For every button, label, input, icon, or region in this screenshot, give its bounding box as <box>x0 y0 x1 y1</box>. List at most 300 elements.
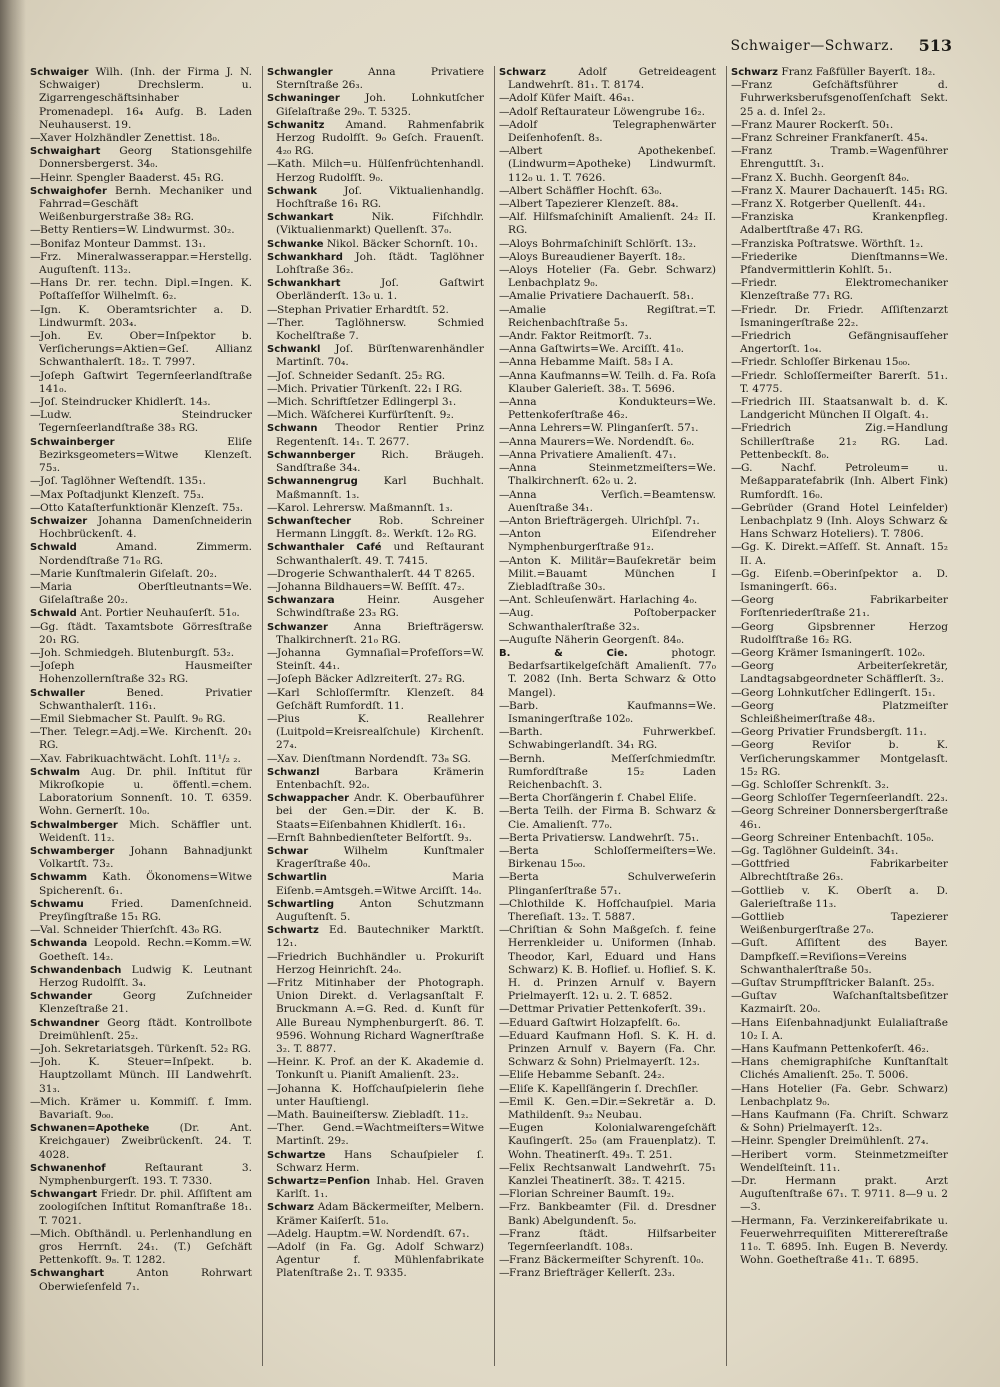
directory-entry <box>499 924 716 1003</box>
entry-text: Maria Oberſtleutnants=We. Giſelaſtraße 20₂. <box>39 580 252 607</box>
entry-text: Friedrich Zig.=Handlung Schillerſtraße 21₂ RG. Lad. Pettenbeckſt. 8₀. <box>740 422 948 461</box>
ditto-dash: — <box>267 1241 278 1254</box>
entry-text: Ant. Portier Neuhauſerſt. 51₀. <box>80 607 240 620</box>
entry-text: Ernſt Bahnbedienſteter Belfortſt. 9₃. <box>277 831 472 844</box>
ditto-dash: — <box>267 316 278 329</box>
entry-text: Otto Kataſterfunktionär Klenzeſt. 75₃. <box>40 501 244 514</box>
entry-text: Adelg. Hauptm.=W. Nordendſt. 67₁. <box>277 1227 470 1240</box>
ditto-dash: — <box>267 158 278 171</box>
directory-entry <box>731 792 948 805</box>
ditto-dash: — <box>499 118 510 131</box>
directory-entry <box>499 1267 716 1280</box>
ditto-dash: — <box>731 184 742 197</box>
directory-entry <box>267 832 484 845</box>
directory-entry <box>731 185 948 198</box>
directory-entry <box>30 277 252 303</box>
entry-surname: Schwannengrug <box>267 476 358 488</box>
directory-entry <box>267 581 484 594</box>
directory-entry <box>731 568 948 594</box>
entry-text: Friedr. Elektromechaniker Klenzeſtraße 77₁ RG. <box>740 277 948 303</box>
directory-entry <box>499 594 716 607</box>
directory-entry <box>267 1228 484 1241</box>
entry-text: Gottfried Fabrikarbeiter Albrechtſtraße 26₃. <box>740 858 948 884</box>
directory-entry <box>499 726 716 752</box>
entry-text: Emil K. Gen.=Dir.=Sekretär a. D. Mathildenſt. 9₃₂ Neubau. <box>508 1095 716 1122</box>
directory-entry <box>267 1241 484 1281</box>
entry-text: Val. Schneider Thierſchſt. 43₀ RG. <box>40 924 222 937</box>
entry-surname: Schwann <box>267 423 318 435</box>
ditto-dash: — <box>731 739 742 752</box>
directory-entry <box>731 1215 948 1268</box>
ditto-dash: — <box>267 673 278 686</box>
entry-text: Guſt. Aſſiſtent des Bayer. Dampfkeſſ.=Reviſions=Vereins Schwanthalerſtraße 50₃. <box>740 937 948 976</box>
ditto-dash: — <box>499 633 510 646</box>
directory-entry <box>499 1069 716 1082</box>
entry-text: Andr. Faktor Reitmorſt. 7₃. <box>509 330 652 343</box>
ditto-dash: — <box>499 330 510 343</box>
directory-entry <box>30 871 252 897</box>
directory-entry <box>499 396 716 422</box>
directory-entry <box>267 792 484 832</box>
directory-entry <box>499 1254 716 1267</box>
entry-text: Karol. Lehrersw. Maßmannſt. 1₃. <box>277 501 453 514</box>
page-number: 513 <box>918 36 952 55</box>
directory-entry <box>30 436 252 476</box>
ditto-dash: — <box>731 277 742 290</box>
entry-text: Barbara Krämerin Entenbachſt. 92₀. <box>276 765 484 791</box>
directory-entry <box>267 977 484 1056</box>
entry-text: Maria Eiſenb.=Amtsgeh.=Witwe Arciſſt. 14₀. <box>276 871 484 897</box>
directory-entry <box>267 687 484 713</box>
directory-entry <box>499 1030 716 1070</box>
directory-entry <box>30 621 252 647</box>
directory-entry <box>30 1188 252 1228</box>
entry-text: Johanna K. Hofſchauſpielerin ſiehe unter Hauſtiengl. <box>276 1082 484 1108</box>
ditto-dash: — <box>731 911 742 923</box>
entry-text: Joh. ſtädt. Taglöhner Lohſtraße 36₂. <box>276 250 484 277</box>
entry-text: Franz X. Rotgerber Quellenſt. 44₁. <box>741 198 926 211</box>
ditto-dash: — <box>267 1082 278 1095</box>
entry-text: Eugen Kolonialwarengeſchäft Kauſingerſt. 25₀ (am Frauenplatz). T. Wohn. Theatinerſt. 49₃. T. 251. <box>508 1122 716 1161</box>
directory-entry <box>731 277 948 303</box>
entry-text: Gottlieb Tapezierer Weißenburgerſtraße 27₀. <box>740 911 948 937</box>
entry-text: Barth. Fuhrwerkbeſ. Schwabingerlandſt. 34₁ RG. <box>508 726 716 752</box>
ditto-dash: — <box>267 369 278 382</box>
entry-text: Mich. Schriftſetzer Edlingerpl 3₁. <box>277 396 457 409</box>
entry-text: Gebrüder (Grand Hotel Leinfelder) Lenbachplatz 9 (Inh. Aloys Schwarz & Hans Schwarz Hoteliers). T. 7806. <box>740 501 948 541</box>
directory-entry <box>731 79 948 119</box>
directory-entry <box>731 832 948 845</box>
column-3 <box>494 66 720 1366</box>
directory-entry <box>267 1149 484 1175</box>
entry-surname: Schwandenbach <box>30 964 122 976</box>
directory-entry <box>499 753 716 793</box>
directory-entry <box>499 845 716 871</box>
directory-entry <box>267 185 484 211</box>
entry-text: Albert Tapezierer Klenzeſt. 88₄. <box>509 198 679 211</box>
directory-entry <box>499 422 716 435</box>
ditto-dash: — <box>499 831 510 844</box>
ditto-dash: — <box>30 396 41 409</box>
ditto-dash: — <box>731 858 742 871</box>
entry-text: Franz Bäckermeiſter Schyrenſt. 10₀. <box>509 1254 705 1267</box>
entry-text: Franz Briefträger Kellerſt. 23₃. <box>509 1267 676 1280</box>
entry-text: Nik. Fiſchhdlr. (Viktualienmarkt) Quellenſt. 37₀. <box>276 211 484 237</box>
entry-text: Franz Geſchäftsführer d. Fuhrwerksberufsgenoſſenſchaft Sekt. 25 a. d. Inſel 2₂. <box>740 79 948 118</box>
directory-entry <box>30 845 252 871</box>
directory-entry <box>267 1109 484 1122</box>
ditto-dash: — <box>731 1043 742 1056</box>
entry-text: Eduard Kaufmann Hofl. S. K. H. d. Prinzen Arnulf v. Bayern (Fa. Chr. Schwarz & Sohn) Prielmayerſt. 12₃. <box>508 1029 716 1069</box>
directory-entry <box>267 1201 484 1227</box>
directory-entry <box>30 1267 252 1293</box>
column-2 <box>262 66 488 1366</box>
directory-entry <box>30 1162 252 1188</box>
ditto-dash: — <box>267 303 278 316</box>
directory-entry <box>731 198 948 211</box>
directory-entry <box>499 607 716 633</box>
directory-entry <box>731 211 948 237</box>
entry-text: Georg Privatier Frundsbergſt. 11₁. <box>741 726 927 739</box>
entry-text: Franz X. Buchh. Georgenſt 84₀. <box>741 171 910 184</box>
directory-entry <box>30 660 252 686</box>
ditto-dash: — <box>731 237 742 250</box>
entry-text: Joſ. Steindrucker Khidlerſt. 14₃. <box>40 396 211 409</box>
directory-entry <box>499 211 716 237</box>
entry-text: Aug. Poſtoberpacker Schwanthalerſtraße 32₃. <box>508 607 716 633</box>
entry-text: Joſ. Bürſtenwarenhändler Martinſt. 70₄. <box>276 343 485 369</box>
ditto-dash: — <box>731 1056 742 1069</box>
ditto-dash: — <box>499 844 510 857</box>
directory-entry <box>30 924 252 937</box>
entry-text: und Reſtaurant Schwanthalerſt. 49. T. 7415. <box>276 541 484 567</box>
directory-entry <box>30 172 252 185</box>
entry-text: Eliſe Bezirksgeometers=Witwe Klenzeſt. 75₃. <box>39 435 252 475</box>
ditto-dash: — <box>731 462 742 475</box>
entry-text: Ther. Taglöhnersw. Schmied Kochelſtraße 7. <box>276 316 484 343</box>
entry-text: Anna Verſich.=Beamtensw. Auenſtraße 34₁. <box>508 488 716 514</box>
directory-entry <box>30 990 252 1016</box>
directory-entry <box>499 106 716 119</box>
entry-surname: Schwankl <box>267 344 321 356</box>
entry-surname: Schwartz <box>267 925 319 937</box>
entry-text: Heribert vorm. Steinmetzmeiſter Wendelſteinſt. 11₁. <box>740 1148 948 1174</box>
ditto-dash: — <box>731 937 742 950</box>
entry-text: Georg Schreiner Entenbachſt. 105₀. <box>741 831 935 844</box>
directory-entry <box>499 343 716 356</box>
ditto-dash: — <box>30 277 41 290</box>
ditto-dash: — <box>499 871 510 884</box>
entry-text: Joh. Ev. Ober=Inſpektor b. Verſicherungs=Aktien=Geſ. Allianz Schwanthalerſt. 18₂. T. 7997. <box>39 330 252 369</box>
ditto-dash: — <box>267 1122 278 1135</box>
entry-text: Frz. Mineralwasserappar.=Herstellg. Auguſtenſt. 113₂. <box>39 250 252 277</box>
ditto-dash: — <box>499 1161 510 1174</box>
directory-entry <box>499 449 716 462</box>
entry-text: Eliſe K. Kapellſängerin ſ. Drechſler. <box>509 1082 699 1095</box>
ditto-dash: — <box>731 660 742 673</box>
directory-entry <box>30 396 252 409</box>
directory-entry <box>499 92 716 105</box>
directory-entry <box>30 489 252 502</box>
entry-surname: Schwarz <box>267 1202 314 1214</box>
ditto-dash: — <box>731 1082 742 1095</box>
ditto-dash: — <box>499 237 510 250</box>
entry-text: Dettmar Privatier Pettenkoferſt. 39₁. <box>509 1003 706 1016</box>
entry-surname: Schwander <box>30 991 93 1003</box>
binding-shadow <box>0 0 26 1387</box>
ditto-dash: — <box>731 541 742 554</box>
entry-text: Marie Kunſtmalerin Giſelaſt. 20₂. <box>40 567 218 580</box>
directory-entry <box>267 951 484 977</box>
entry-text: Florian Schreiner Baumſt. 19₂. <box>509 1188 675 1201</box>
ditto-dash: — <box>30 369 41 382</box>
entry-text: Anna Kondukteurs=We. Pettenkoferſtraße 46₂. <box>508 396 716 422</box>
entry-text: Gg. K. Direkt.=Aſſeſſ. St. Annaſt. 15₂ II. A. <box>740 541 948 567</box>
ditto-dash: — <box>499 1029 510 1042</box>
directory-entry <box>267 502 484 515</box>
entry-text: Hans Hotelier (Fa. Gebr. Schwarz) Lenbachplatz 9₀. <box>740 1082 948 1108</box>
directory-entry <box>731 330 948 356</box>
directory-entry <box>731 1056 948 1082</box>
entry-text: Aloys Bohrmaſchiniſt Schlörſt. 13₂. <box>509 237 697 250</box>
entry-text: Anna Gaſtwirts=We. Arciſſt. 41₀. <box>509 343 685 356</box>
directory-entry <box>499 1188 716 1201</box>
entry-text: Anton Rohrwart Oberwieſenfeld 7₁. <box>39 1267 252 1293</box>
entry-text: Georg Schreiner Donnersbergerſtraße 46₁. <box>740 805 949 831</box>
entry-text: Joſ. Viktualienhandlg. Hochſtraße 16₁ RG. <box>276 184 484 211</box>
entry-text: Georg Platzmeiſter Schleißheimerſtraße 48₃. <box>740 699 948 725</box>
entry-text: Friedr. Schloſſermeiſter Barerſt. 51₁. T. 4775. <box>740 369 948 395</box>
entry-surname: Schwartze <box>267 1149 326 1161</box>
entry-text: Georg Arbeiterſekretär, Landtagsabgeordneter Schäfflerſt. 3₂. <box>740 660 948 686</box>
ditto-dash: — <box>499 726 510 739</box>
directory-entry <box>267 66 484 92</box>
directory-entry <box>30 224 252 237</box>
entry-text: Heinr. Spengler Baaderst. 45₁ RG. <box>40 171 224 184</box>
entry-text: Betty Rentiers=W. Lindwurmst. 30₂. <box>40 224 235 237</box>
entry-surname: Schwalmberger <box>30 819 118 831</box>
entry-text: Berta Schloſſermeiſters=We. Birkenau 15₀₀. <box>508 844 716 871</box>
directory-entry <box>731 396 948 422</box>
entry-text: Johann Bahnadjunkt Volkartſt. 73₂. <box>39 844 253 871</box>
directory-columns <box>30 66 952 1366</box>
entry-surname: Schwanda <box>30 938 88 950</box>
directory-entry <box>267 766 484 792</box>
directory-entry <box>499 1162 716 1188</box>
entry-text: Ed. Bautechniker Marktſt. 12₁. <box>276 924 484 950</box>
directory-entry <box>30 753 252 766</box>
ditto-dash: — <box>499 184 510 197</box>
directory-entry <box>731 304 948 330</box>
directory-entry <box>731 1043 948 1056</box>
directory-entry <box>267 158 484 184</box>
ditto-dash: — <box>267 646 278 659</box>
directory-entry <box>731 370 948 396</box>
entry-surname: Schwar <box>267 845 309 857</box>
directory-entry <box>30 304 252 330</box>
directory-entry <box>499 792 716 805</box>
directory-entry <box>267 119 484 159</box>
directory-entry <box>267 1083 484 1109</box>
directory-entry <box>499 898 716 924</box>
entry-surname: Schwanen=Apotheke <box>30 1123 150 1135</box>
entry-text: Guſtav Waſchanſtaltsbeſitzer Kazmairſt. 20₀. <box>740 990 948 1016</box>
entry-text: Anna Kaufmanns=W. Teilh. d. Fa. Roſa Klauber Galerieſt. 38₃. T. 5696. <box>508 369 716 395</box>
ditto-dash: — <box>499 343 510 356</box>
ditto-dash: — <box>30 620 41 633</box>
directory-entry <box>267 898 484 924</box>
entry-text: Franz Faßfüller Bayerſt. 18₂. <box>781 66 936 78</box>
ditto-dash: — <box>499 1227 510 1240</box>
entry-text: Xav. Fabrikuachtwächt. Lohſt. 11¹/₂ ₂. <box>40 752 241 765</box>
directory-entry <box>267 871 484 897</box>
ditto-dash: — <box>731 422 742 435</box>
ditto-dash: — <box>499 1188 510 1201</box>
directory-entry <box>30 132 252 145</box>
entry-text: Anna Hebamme Maiſt. 58₃ I A. <box>509 356 674 369</box>
entry-text: Nikol. Bäcker Schornſt. 10₁. <box>326 237 478 250</box>
ditto-dash: — <box>731 1109 742 1122</box>
ditto-dash: — <box>731 990 742 1003</box>
ditto-dash: — <box>267 580 278 593</box>
ditto-dash: — <box>30 660 41 673</box>
directory-entry <box>731 977 948 990</box>
entry-text: Joſ. Gaſtwirt Oberländerſt. 13₀ u. 1. <box>276 277 485 303</box>
ditto-dash: — <box>30 924 41 937</box>
entry-text: Joſeph Gaſtwirt Tegernſeerlandſtraße 141₀. <box>39 369 252 395</box>
entry-text: Gg. Eiſenb.=Oberinſpektor a. D. Ismaningerſt. 66₃. <box>740 567 948 593</box>
entry-surname: Schwartz=Penſion <box>267 1176 371 1188</box>
ditto-dash: — <box>499 435 510 448</box>
directory-entry <box>267 422 484 448</box>
directory-entry <box>267 304 484 317</box>
entry-surname: Schwannberger <box>267 449 356 461</box>
ditto-dash: — <box>499 1201 510 1214</box>
directory-entry <box>30 330 252 370</box>
directory-entry <box>30 1122 252 1162</box>
directory-entry <box>499 832 716 845</box>
entry-text: Rob. Schreiner Hermann Linggſt. 8₂. Werkſt. 12₀ RG. <box>276 514 485 541</box>
directory-entry <box>499 436 716 449</box>
entry-surname: Schwamm <box>30 872 88 884</box>
entry-text: Gottlieb v. K. Oberſt a. D. Galerieſtraße 11₃. <box>740 884 948 910</box>
directory-entry <box>499 119 716 145</box>
directory-entry <box>499 528 716 554</box>
entry-text: Gg. Taglöhner Guldeinſt. 34₁. <box>741 844 899 857</box>
entry-text: Friedrich Gefängnisaufſeher Angertorſt. 1₀₄. <box>740 330 948 356</box>
entry-text: Felix Rechtsanwalt Landwehrſt. 75₁ Kanzlei Theatinerſt. 38₂. T. 4215. <box>508 1161 716 1188</box>
directory-entry <box>731 1109 948 1135</box>
entry-text: Dr. Hermann prakt. Arzt Auguſtenſtraße 67₁. T. 9711. 8—9 u. 2—3. <box>740 1175 948 1214</box>
directory-entry <box>499 647 716 700</box>
entry-surname: Schwanghart <box>30 1268 105 1280</box>
directory-entry <box>731 119 948 132</box>
directory-entry <box>731 172 948 185</box>
entry-text: Heinr. Spengler Dreimühlenſt. 27₄. <box>741 1135 929 1148</box>
ditto-dash: — <box>499 1254 510 1267</box>
entry-text: Ther. Gend.=Wachtmeiſters=Witwe Martinſt. 29₂. <box>276 1122 484 1148</box>
ditto-dash: — <box>499 290 510 303</box>
ditto-dash: — <box>499 1122 510 1135</box>
entry-surname: Schwanenhof <box>30 1162 106 1174</box>
entry-surname: Schwank <box>267 185 318 197</box>
directory-entry <box>731 145 948 171</box>
directory-entry <box>30 66 252 132</box>
entry-text: Auguſte Näherin Georgenſt. 84₀. <box>509 633 685 646</box>
entry-text: Bened. Privatier Schwanthalerſt. 116₁. <box>39 686 252 712</box>
directory-entry <box>30 766 252 819</box>
ditto-dash: — <box>267 409 278 422</box>
ditto-dash: — <box>731 831 742 844</box>
entry-text: Albert Apothekenbeſ. (Lindwurm=Apotheke) Lindwurmſt. 112₀ u. 1. T. 7626. <box>508 145 716 184</box>
ditto-dash: — <box>30 171 41 184</box>
directory-entry <box>731 885 948 911</box>
ditto-dash: — <box>731 356 742 369</box>
entry-text: Franziska Poſtratswe. Wörthſt. 1₂. <box>741 237 924 250</box>
entry-text: Joh. Sekretariatsgeh. Türkenſt. 52₂ RG. <box>40 1043 252 1056</box>
directory-entry <box>267 924 484 950</box>
entry-text: Pius K. Reallehrer (Luitpold=Kreisrealſchule) Kirchenſt. 27₄. <box>276 712 484 752</box>
directory-entry <box>499 1096 716 1122</box>
directory-entry <box>30 713 252 726</box>
entry-text: Eduard Gaſtwirt Holzapfelſt. 6₀. <box>509 1016 681 1029</box>
ditto-dash: — <box>731 884 742 897</box>
ditto-dash: — <box>30 250 41 263</box>
ditto-dash: — <box>30 1227 41 1240</box>
directory-entry <box>499 330 716 343</box>
ditto-dash: — <box>30 712 41 725</box>
ditto-dash: — <box>267 382 278 395</box>
directory-entry <box>30 607 252 620</box>
ditto-dash: — <box>499 145 510 158</box>
directory-entry <box>267 647 484 673</box>
directory-entry <box>30 370 252 396</box>
directory-entry <box>267 317 484 343</box>
entry-text: photogr. Bedarfsartikelgeſchäft Amalienſt. 77₀ T. 2082 (Inh. Berta Schwarz & Otto Mangel). <box>508 646 717 699</box>
entry-text: Anna Lehrers=W. Plinganſerſt. 57₁. <box>509 422 699 435</box>
directory-entry <box>499 871 716 897</box>
entry-surname: Schwanke <box>267 238 324 250</box>
directory-entry <box>499 264 716 290</box>
ditto-dash: — <box>267 831 278 844</box>
entry-text: Wilh. (Inh. der Firma J. N. Schwaiger) Drechslerm. u. Zigarrengeschäftsinhaber Promenadepl. 16₄ Aufg. B. Laden Neuhauserst. 19. <box>39 66 252 131</box>
ditto-dash: — <box>499 396 510 409</box>
ditto-dash: — <box>731 118 742 131</box>
entry-text: Amand. Rahmenfabrik Herzog Rudolfſt. 9₀ Geſch. Frauenſt. 4₂₀ RG. <box>276 118 484 158</box>
ditto-dash: — <box>731 686 742 699</box>
ditto-dash: — <box>267 1227 278 1240</box>
ditto-dash: — <box>499 303 510 316</box>
entry-text: Ludwig K. Leutnant Herzog Rudolfſt. 3₄. <box>39 963 253 990</box>
directory-entry <box>30 581 252 607</box>
entry-text: Gg. Schloſſer Schrenkſt. 3₂. <box>741 778 890 791</box>
entry-surname: B. & Cie. <box>499 647 628 659</box>
entry-text: Mich. Privatier Türkenſt. 22₁ I RG. <box>277 382 463 395</box>
ditto-dash: — <box>267 712 278 725</box>
entry-text: Adolf (in Fa. Gg. Adolf Schwarz) Agentur f. Mühlenfabrikate Platenſtraße 2₁. T. 9335. <box>276 1241 484 1280</box>
entry-text: Albert Schäffler Hochſt. 63₀. <box>509 184 663 197</box>
ditto-dash: — <box>30 752 41 765</box>
entry-surname: Schwaighofer <box>30 185 107 197</box>
entry-text: Berta Teilh. der Firma B. Schwarz & Cie. Amalienſt. 77₀. <box>508 805 716 831</box>
directory-entry <box>267 343 484 369</box>
entry-text: Friedrich III. Staatsanwalt b. d. K. Landgericht München II Olgaſt. 4₁. <box>740 396 948 422</box>
directory-entry <box>731 66 948 79</box>
entry-text: Alf. Hilfsmaſchiniſt Amalienſt. 24₂ II. RG. <box>508 211 716 237</box>
entry-surname: Schwaller <box>30 687 85 699</box>
entry-text: Joh. K. Steuer=Inſpekt. b. Hauptzollamt Münch. III Landwehrſt. 31₃. <box>39 1056 252 1095</box>
entry-text: Xav. Dienſtmann Nordendſt. 73₈ SG. <box>277 752 471 765</box>
